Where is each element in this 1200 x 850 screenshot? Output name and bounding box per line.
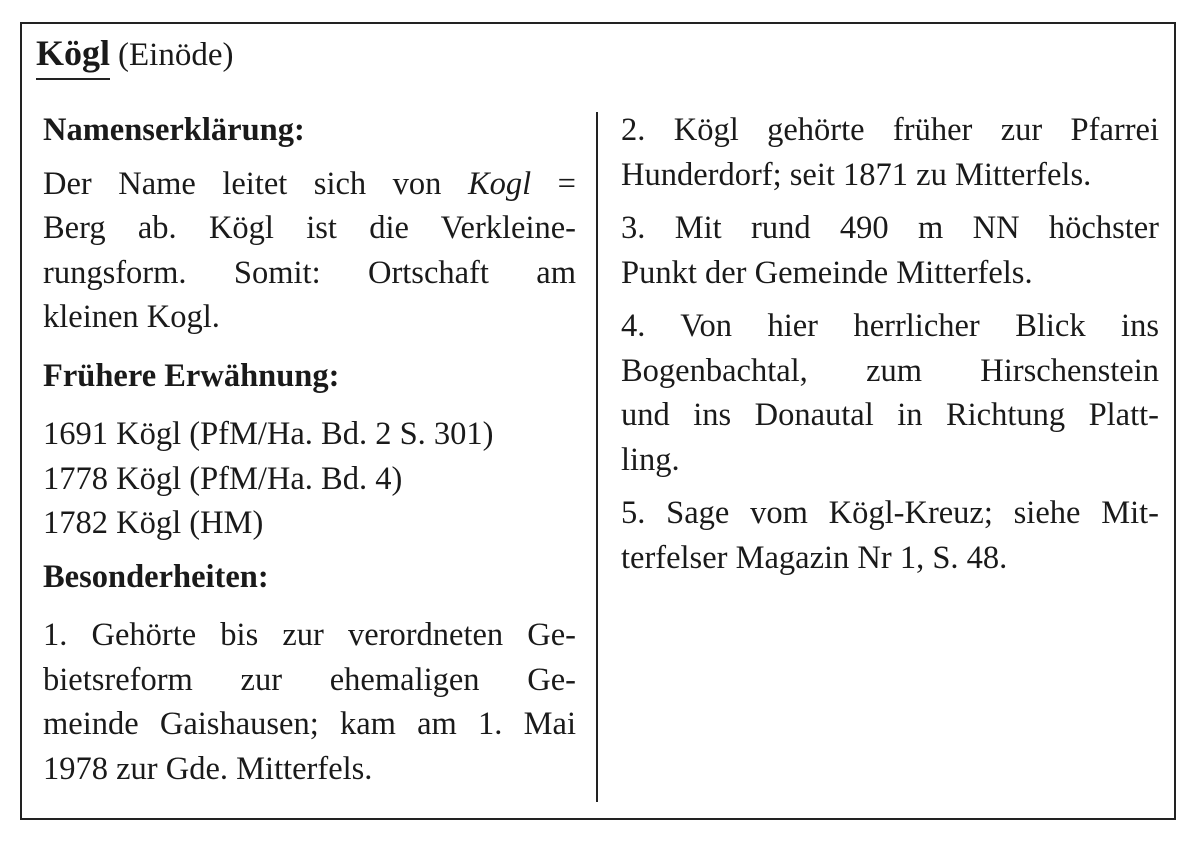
name-line-1-equals: =: [557, 165, 577, 202]
name-explanation-heading: Namenserklärung:: [43, 112, 305, 148]
earlier-mention-item: 1778 Kögl (PfM/Ha. Bd. 4): [43, 460, 403, 497]
name-explanation-line: Berg ab. Kögl ist die Verkleine-: [43, 210, 576, 246]
entry-header: [36, 30, 233, 80]
entry-title: Kögl: [36, 30, 110, 80]
name-explanation-text: [43, 162, 576, 340]
earlier-mentions-list: [43, 412, 576, 546]
name-explanation-line: [43, 162, 576, 207]
special-feature-2: [621, 108, 1159, 197]
special-feature-line: terfelser Magazin Nr 1, S. 48.: [621, 539, 1008, 576]
special-feature-line: Hunderdorf; seit 1871 zu Mitterfels.: [621, 156, 1092, 193]
special-feature-line: Punkt der Gemeinde Mitterfels.: [621, 254, 1033, 291]
earlier-mentions-heading: Frühere Erwähnung:: [43, 357, 340, 394]
special-feature-line: bietsreform zur ehemaligen Ge-: [43, 661, 576, 698]
name-explanation-line: rungsform. Somit: Ortschaft am: [43, 254, 576, 291]
special-feature-4: [621, 304, 1159, 482]
special-feature-line: 1. Gehörte bis zur verordneten Ge-: [43, 617, 576, 653]
column-divider: [596, 112, 598, 802]
name-line-1-text: Der Name leitet sich von: [43, 165, 442, 202]
left-column: [43, 108, 576, 791]
earlier-mention-item: 1691 Kögl (PfM/Ha. Bd. 2 S. 301): [43, 416, 494, 452]
special-feature-3: [621, 206, 1159, 295]
special-feature-1: [43, 613, 576, 791]
earlier-mention-item: 1782 Kögl (HM): [43, 505, 264, 541]
special-feature-line: 4. Von hier herrlicher Blick ins: [621, 308, 1159, 344]
special-features-heading: Besonderheiten:: [43, 558, 269, 595]
entry-subtitle: (Einöde): [118, 37, 234, 73]
special-feature-line: 5. Sage vom Kögl-Kreuz; siehe Mit-: [621, 495, 1159, 531]
name-explanation-line: kleinen Kogl.: [43, 299, 220, 335]
special-feature-line: 1978 zur Gde. Mitterfels.: [43, 750, 373, 787]
special-feature-line: 3. Mit rund 490 m NN höchster: [621, 210, 1159, 246]
special-feature-5: [621, 491, 1159, 580]
name-line-1-italic: Kogl: [467, 165, 532, 202]
right-column: [621, 108, 1159, 580]
special-feature-line: meinde Gaishausen; kam am 1. Mai: [43, 706, 576, 742]
special-feature-line: und ins Donautal in Richtung Platt-: [621, 397, 1159, 433]
special-feature-line: 2. Kögl gehörte früher zur Pfarrei: [621, 112, 1159, 148]
special-feature-line: ling.: [621, 441, 680, 478]
special-feature-line: Bogenbachtal, zum Hirschenstein: [621, 352, 1159, 389]
